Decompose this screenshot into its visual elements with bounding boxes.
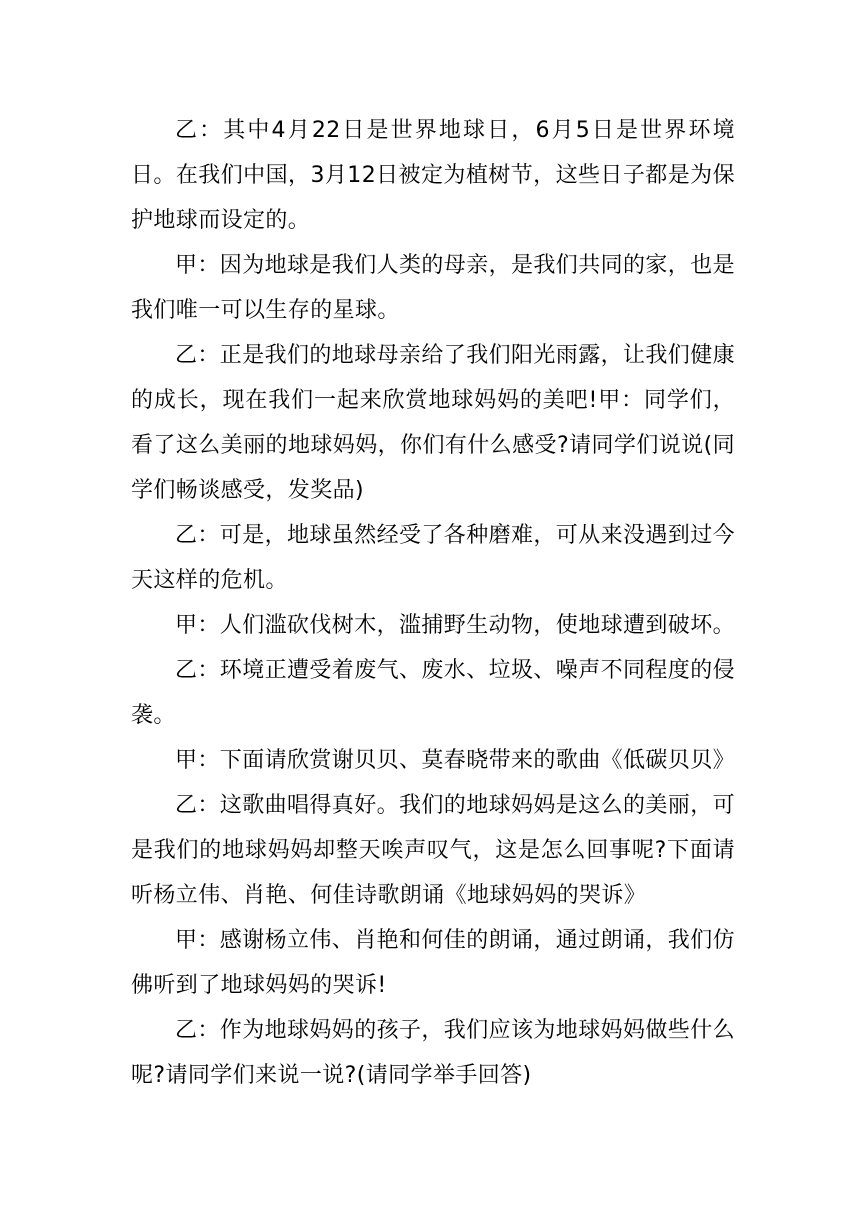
paragraph-3: 乙：正是我们的地球母亲给了我们阳光雨露，让我们健康的成长，现在我们一起来欣赏地球妈妈的美吧!甲：同学们，看了这么美丽的地球妈妈，你们有什么感受?请同学们说说(同学们畅谈感受，发奖品) [131, 343, 736, 503]
paragraph-10: 乙：作为地球妈妈的孩子，我们应该为地球妈妈做些什么呢?请同学们来说一说?(请同学举手回答) [131, 1018, 736, 1088]
paragraph-1: 乙：其中4月22日是世界地球日，6月5日是世界环境日。在我们中国，3月12日被定为植树节，这些日子都是为保护地球而设定的。 [131, 118, 735, 233]
paragraph-6: 乙：环境正遭受着废气、废水、垃圾、噪声不同程度的侵袭。 [131, 658, 736, 728]
document-body [131, 108, 735, 1098]
paragraph-8: 乙：这歌曲唱得真好。我们的地球妈妈是这么的美丽，可是我们的地球妈妈却整天唉声叹气，这是怎么回事呢?下面请听杨立伟、肖艳、何佳诗歌朗诵《地球妈妈的哭诉》 [131, 793, 736, 908]
paragraph-4: 乙：可是，地球虽然经受了各种磨难，可从来没遇到过今天这样的危机。 [131, 523, 736, 593]
paragraph-2: 甲：因为地球是我们人类的母亲，是我们共同的家，也是我们唯一可以生存的星球。 [131, 253, 736, 323]
paragraph-5: 甲：人们滥砍伐树木，滥捕野生动物，使地球遭到破坏。 [175, 613, 736, 638]
paragraph-9: 甲：感谢杨立伟、肖艳和何佳的朗诵，通过朗诵，我们仿佛听到了地球妈妈的哭诉! [131, 928, 736, 998]
paragraph-7: 甲：下面请欣赏谢贝贝、莫春晓带来的歌曲《低碳贝贝》 [175, 748, 736, 773]
